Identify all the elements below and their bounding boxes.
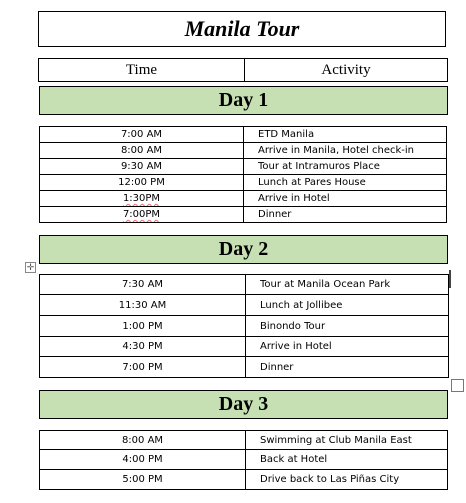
resize-square-icon[interactable] — [451, 379, 464, 392]
table-row — [40, 295, 449, 316]
table-row — [40, 470, 448, 490]
activity-cell[interactable]: Dinner — [244, 207, 447, 223]
table-row — [40, 450, 448, 470]
activity-cell[interactable]: Tour at Manila Ocean Park — [246, 275, 449, 295]
activity-header: Activity — [321, 61, 371, 78]
time-cell[interactable]: 7:00 PM — [40, 357, 246, 378]
activity-cell[interactable]: Binondo Tour — [246, 316, 449, 337]
table-row — [40, 275, 449, 295]
table-row — [40, 159, 447, 175]
time-cell[interactable]: 4:00 PM — [40, 450, 246, 470]
activity-cell[interactable]: Drive back to Las Piñas City — [246, 470, 448, 490]
day-1-banner — [39, 86, 448, 115]
activity-cell[interactable]: Tour at Intramuros Place — [244, 159, 447, 175]
time-cell[interactable] — [40, 207, 244, 223]
day-3-label: Day 3 — [218, 393, 269, 415]
time-cell[interactable]: 5:00 PM — [40, 470, 246, 490]
activity-cell[interactable]: Arrive in Manila, Hotel check-in — [244, 143, 447, 159]
move-cross-icon[interactable]: ✛ — [26, 262, 35, 272]
table-row — [40, 337, 449, 357]
table-row — [40, 175, 447, 191]
time-cell[interactable] — [40, 191, 244, 207]
day-1-label: Day 1 — [218, 89, 269, 111]
document-title: Manila Tour — [184, 16, 300, 41]
time-cell[interactable]: 12:00 PM — [40, 175, 244, 191]
activity-cell[interactable]: Dinner — [246, 357, 449, 378]
table-row — [40, 357, 449, 378]
time-text: 7:00PM — [122, 209, 161, 220]
day-1-table — [39, 126, 447, 223]
day-2-label: Day 2 — [218, 238, 269, 260]
time-header: Time — [39, 59, 245, 81]
day-2-banner — [39, 235, 448, 264]
table-row — [40, 127, 447, 143]
activity-cell[interactable]: ETD Manila — [244, 127, 447, 143]
time-cell[interactable]: 4:30 PM — [40, 337, 246, 357]
table-row — [40, 431, 448, 450]
time-cell[interactable]: 8:00 AM — [40, 143, 244, 159]
activity-cell[interactable]: Arrive in Hotel — [246, 337, 449, 357]
day-3-table — [39, 430, 448, 490]
activity-cell[interactable]: Lunch at Pares House — [244, 175, 447, 191]
day-3-banner — [39, 390, 448, 419]
activity-cell[interactable]: Lunch at Jollibee — [246, 295, 449, 316]
time-cell[interactable]: 11:30 AM — [40, 295, 246, 316]
activity-cell[interactable]: Arrive in Hotel — [244, 191, 447, 207]
time-text: 1:30PM — [122, 193, 161, 204]
time-cell[interactable]: 8:00 AM — [40, 431, 246, 450]
day-2-table — [39, 274, 449, 378]
time-cell[interactable]: 7:00 AM — [40, 127, 244, 143]
title-box — [38, 11, 446, 47]
time-cell[interactable]: 1:00 PM — [40, 316, 246, 337]
table-end-marker — [449, 270, 451, 288]
activity-cell[interactable]: Swimming at Club Manila East — [246, 431, 448, 450]
table-row — [40, 316, 449, 337]
table-row — [40, 191, 447, 207]
activity-cell[interactable]: Back at Hotel — [246, 450, 448, 470]
table-row — [40, 143, 447, 159]
time-cell[interactable]: 7:30 AM — [40, 275, 246, 295]
time-cell[interactable]: 9:30 AM — [40, 159, 244, 175]
table-row — [40, 207, 447, 223]
header-table — [38, 58, 448, 82]
